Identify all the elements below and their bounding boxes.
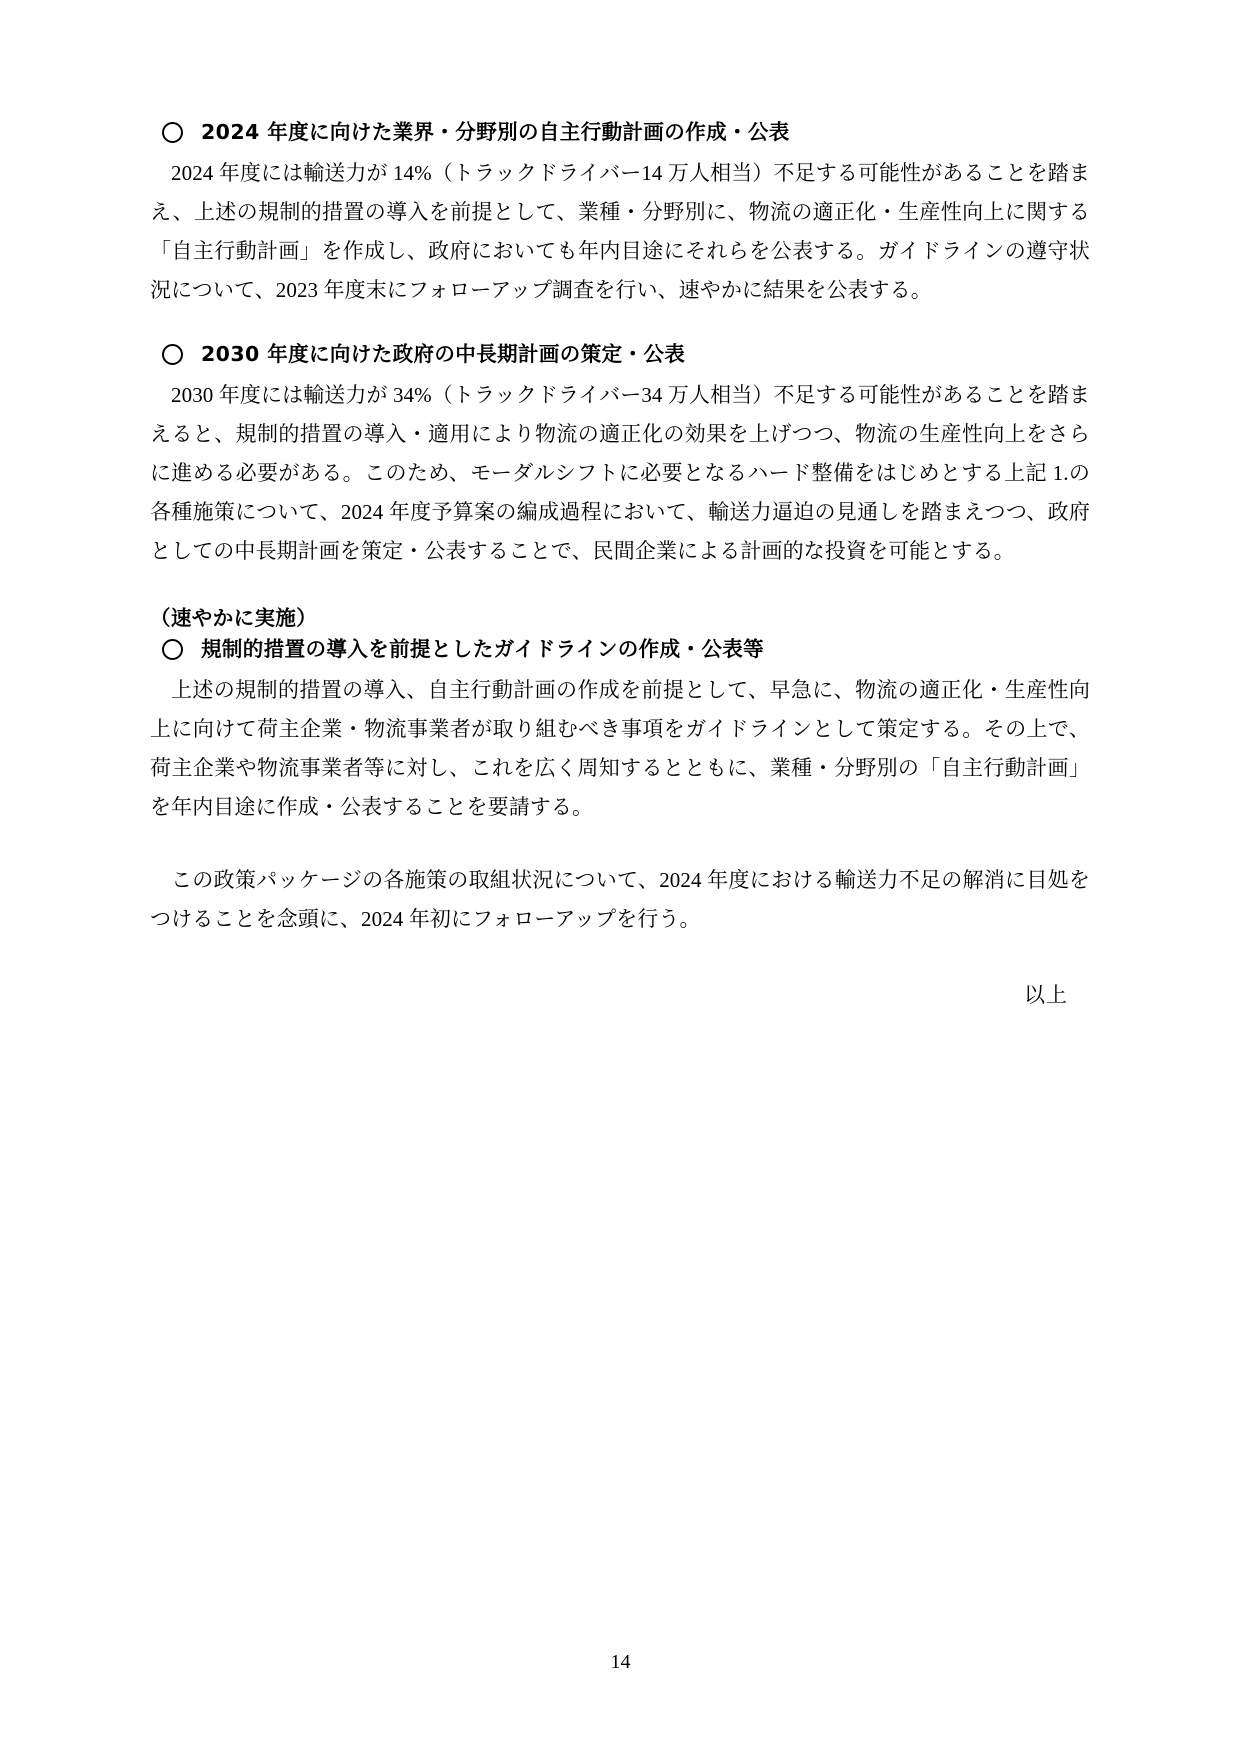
circle-bullet-icon — [162, 344, 183, 365]
circle-bullet-icon — [162, 122, 183, 143]
section-heading-2-label: 2030 年度に向けた政府の中長期計画の策定・公表 — [201, 341, 686, 366]
section-block-1 — [150, 118, 1090, 310]
section-label-prompt-implementation: （速やかに実施） — [150, 605, 318, 630]
closing-block — [150, 861, 1090, 939]
section-heading-2 — [150, 340, 1090, 370]
section-heading-3 — [150, 635, 1090, 665]
circle-bullet-icon — [162, 639, 183, 660]
section-paragraph-2: 2030 年度には輸送力が 34%（トラックドライバー34 万人相当）不足する可能性があることを踏まえると、規制的措置の導入・適用により物流の適正化の効果を上げつつ、物流の生産性向上をさらに進める必要がある。このため、モーダルシフトに必要となるハード整備をはじめとする上記 1.の各種施策について、2024 年度予算案の編成過程において、輸送力逼迫の見通しを踏まえつつ、政府としての中長期計画を策定・公表することで、民間企業による計画的な投資を可能とする。 — [150, 382, 1090, 563]
signoff: 以上 — [1024, 982, 1068, 1007]
section-paragraph-1: 2024 年度には輸送力が 14%（トラックドライバー14 万人相当）不足する可能性があることを踏まえ、上述の規制的措置の導入を前提として、業種・分野別に、物流の適正化・生産性向上に関する「自主行動計画」を作成し、政府においても年内目途にそれらを公表する。ガイドラインの遵守状況について、2023 年度末にフォローアップ調査を行い、速やかに結果を公表する。 — [150, 160, 1090, 302]
section-heading-3-label: 規制的措置の導入を前提としたガイドラインの作成・公表等 — [201, 636, 765, 661]
section-heading-1-label: 2024 年度に向けた業界・分野別の自主行動計画の作成・公表 — [201, 120, 790, 144]
closing-paragraph: この政策パッケージの各施策の取組状況について、2024 年度における輸送力不足の解消に目処をつけることを念頭に、2024 年初にフォローアップを行う。 — [150, 867, 1090, 931]
section-block-3 — [150, 635, 1090, 827]
document-content — [150, 118, 1090, 1009]
section-block-2 — [150, 340, 1090, 571]
section-heading-1 — [150, 118, 1090, 148]
page-number: 14 — [610, 1651, 631, 1673]
section-paragraph-3: 上述の規制的措置の導入、自主行動計画の作成を前提として、早急に、物流の適正化・生産性向上に向けて荷主企業・物流事業者が取り組むべき事項をガイドラインとして策定する。その上で、荷主企業や物流事業者等に対し、これを広く周知するとともに、業種・分野別の「自主行動計画」を年内目途に作成・公表することを要請する。 — [150, 677, 1090, 819]
